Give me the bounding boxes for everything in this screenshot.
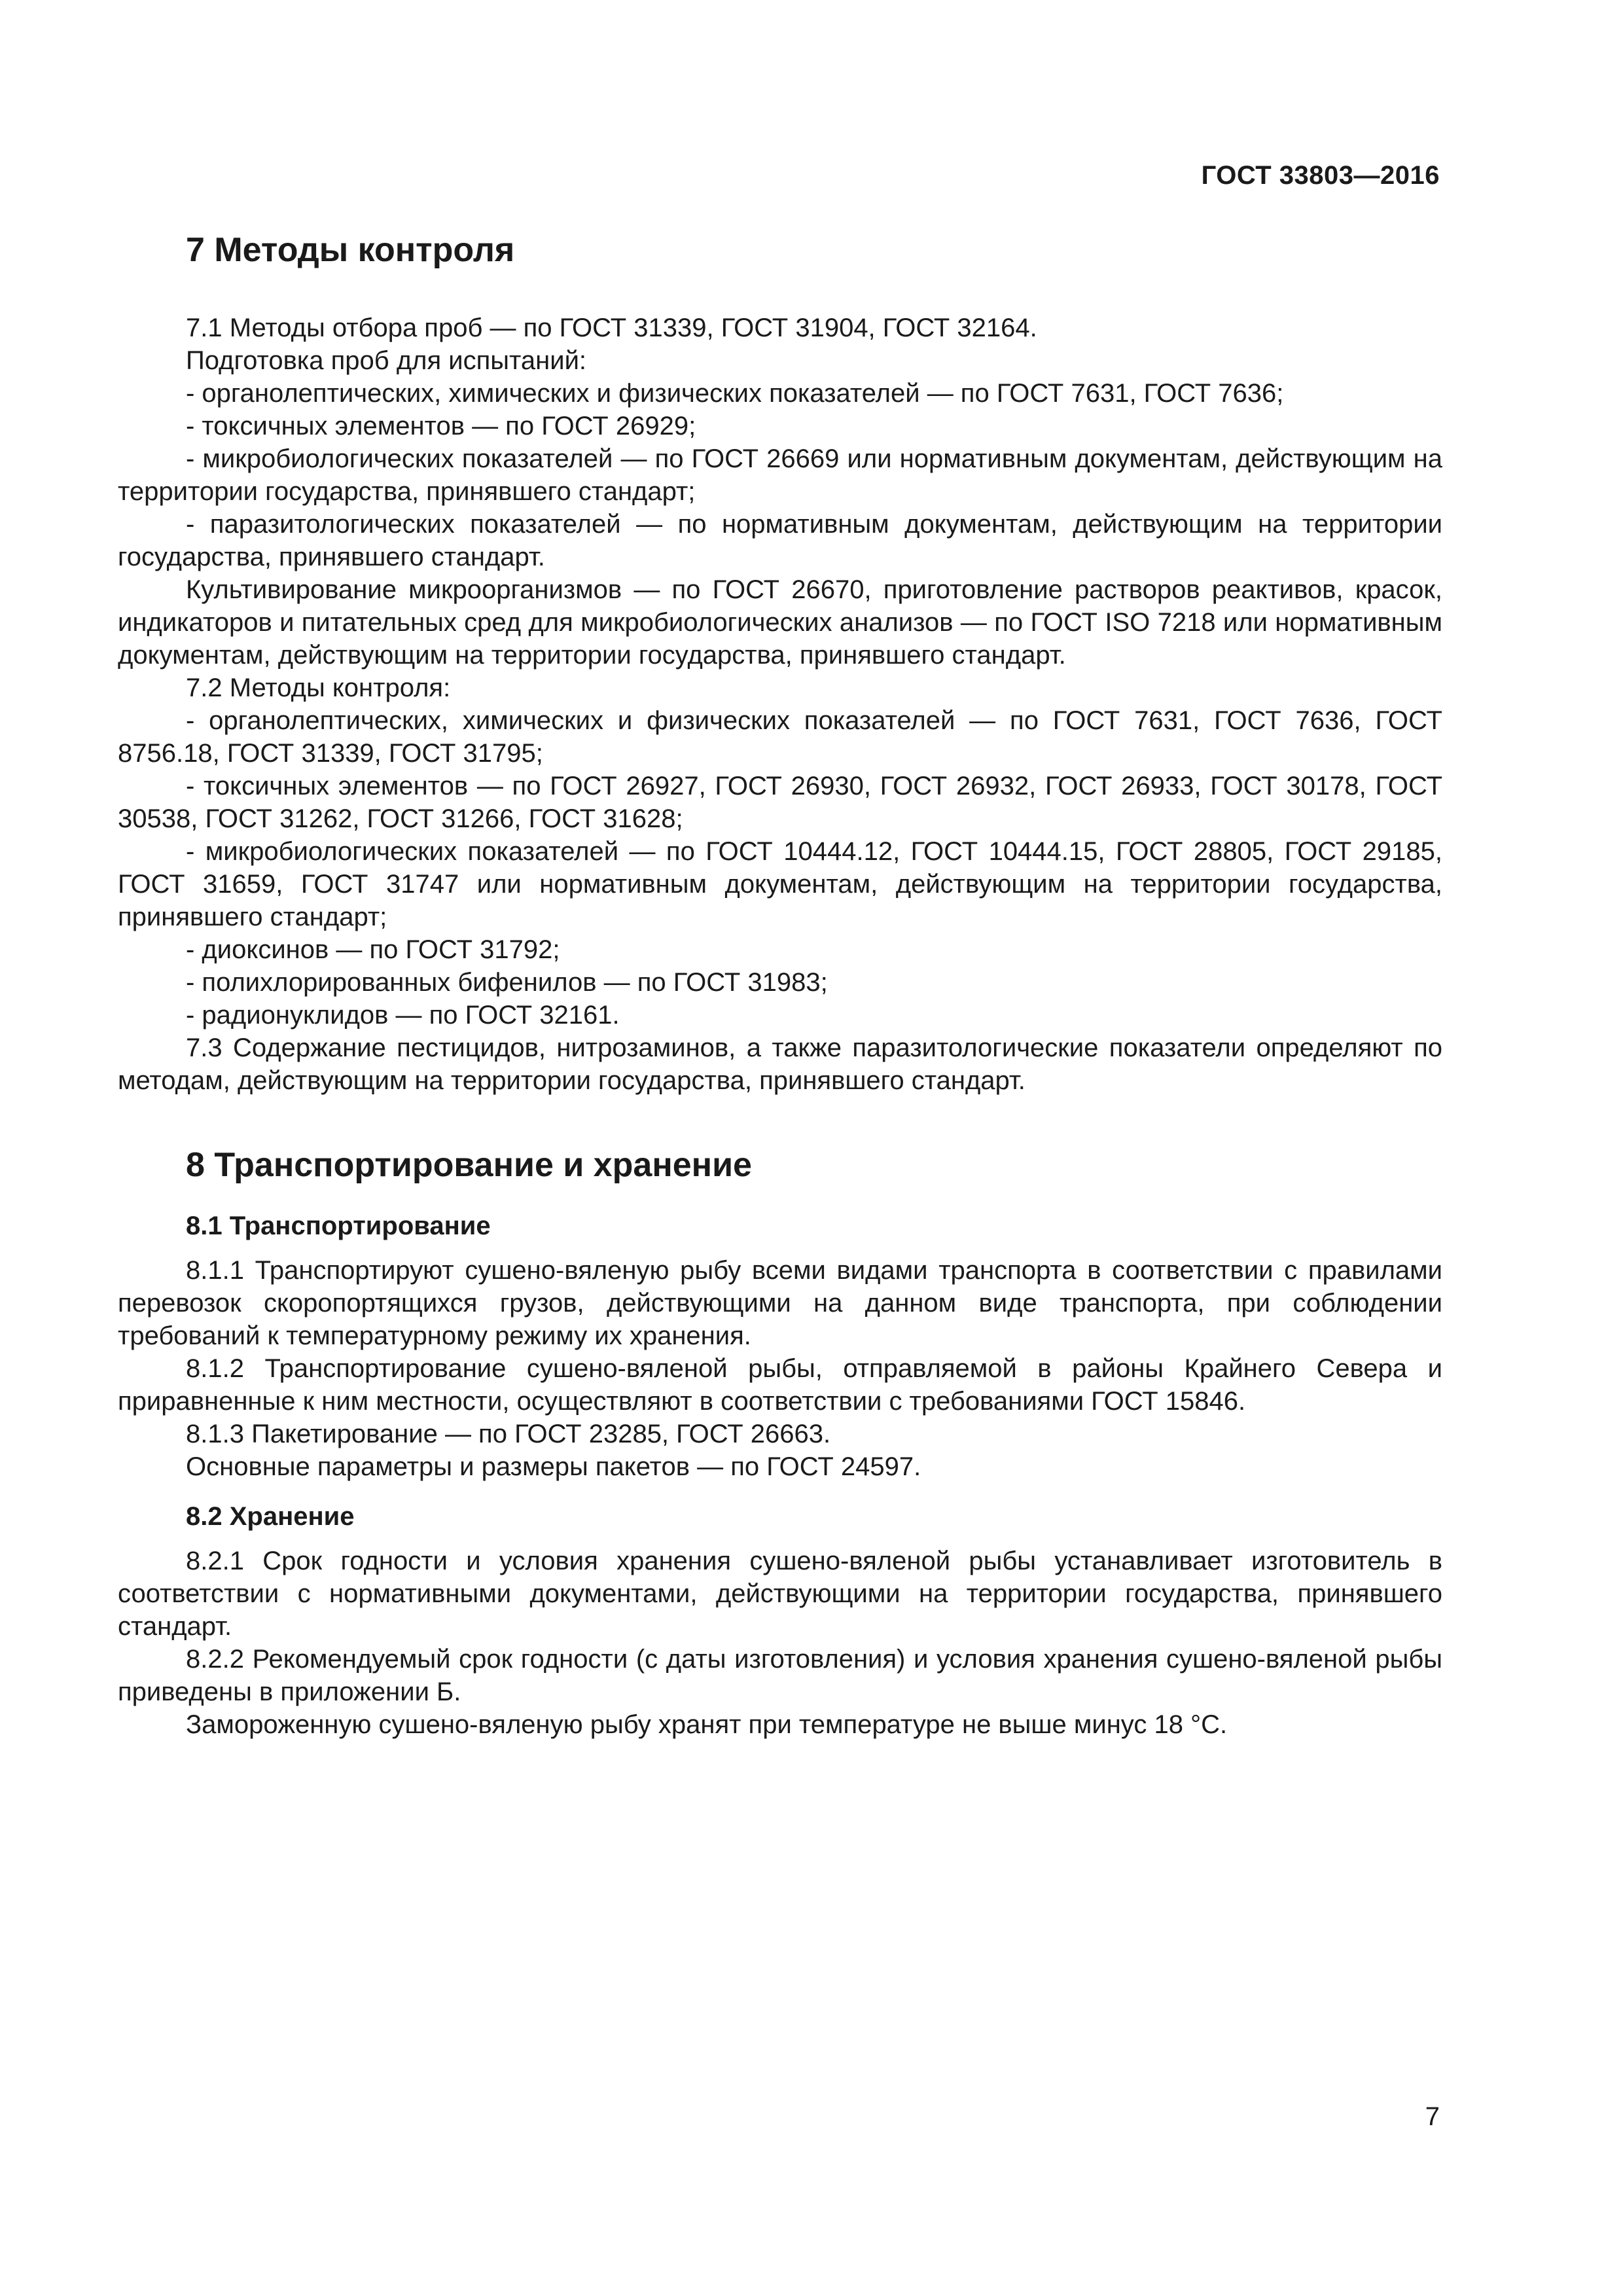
subsection-8-1-body	[118, 1254, 1442, 1483]
subsection-8-1-title: 8.1 Транспортирование	[186, 1211, 491, 1240]
list-item: - полихлорированных бифенилов — по ГОСТ 31983;	[186, 968, 828, 997]
list-item: - микробиологических показателей — по ГОСТ 26669 или нормативным документам, действующим на территории государства, принявшего стандарт;	[118, 444, 1442, 506]
section-7-title: 7 Методы контроля	[186, 231, 515, 269]
list-item: - микробиологических показателей — по ГОСТ 10444.12, ГОСТ 10444.15, ГОСТ 28805, ГОСТ 29185, ГОСТ 31659, ГОСТ 31747 или нормативным документам, действующим на территории государства, принявшего стандарт;	[118, 837, 1442, 931]
section-8-title: 8 Транспортирование и хранение	[186, 1146, 752, 1184]
section-7-body	[118, 312, 1442, 1097]
page-content	[118, 229, 1442, 1741]
page-number: 7	[1425, 2102, 1440, 2131]
paragraph: Подготовка проб для испытаний:	[186, 346, 587, 375]
list-item: - радионуклидов — по ГОСТ 32161.	[186, 1001, 620, 1030]
paragraph: 8.1.2 Транспортирование сушено-вяленой рыбы, отправляемой в районы Крайнего Севера и приравненные к ним местности, осуществляют в соответствии с требованиями ГОСТ 15846.	[118, 1354, 1442, 1416]
paragraph: 8.1.3 Пакетирование — по ГОСТ 23285, ГОСТ 26663.	[186, 1420, 831, 1448]
list-item: - диоксинов — по ГОСТ 31792;	[186, 935, 560, 964]
paragraph: 8.2.2 Рекомендуемый срок годности (с даты изготовления) и условия хранения сушено-вяленой рыбы приведены в приложении Б.	[118, 1645, 1442, 1706]
paragraph: Культивирование микроорганизмов — по ГОСТ 26670, приготовление растворов реактивов, красок, индикаторов и питательных сред для микробиологических анализов — по ГОСТ ISO 7218 или нормативным документам, действующим на территории государства, принявшего стандарт.	[118, 575, 1443, 670]
list-item: - органолептических, химических и физических показателей — по ГОСТ 7631, ГОСТ 7636, ГОСТ 8756.18, ГОСТ 31339, ГОСТ 31795;	[118, 706, 1442, 768]
paragraph: 7.1 Методы отбора проб — по ГОСТ 31339, ГОСТ 31904, ГОСТ 32164.	[186, 314, 1037, 342]
paragraph: 7.2 Методы контроля:	[186, 673, 451, 702]
paragraph: 7.3 Содержание пестицидов, нитрозаминов, а также паразитологические показатели определяют по методам, действующим на территории государства, принявшего стандарт.	[118, 1033, 1442, 1095]
list-item: - токсичных элементов — по ГОСТ 26929;	[186, 412, 696, 440]
list-item: - органолептических, химических и физических показателей — по ГОСТ 7631, ГОСТ 7636;	[186, 379, 1284, 408]
paragraph: 8.1.1 Транспортируют сушено-вяленую рыбу всеми видами транспорта в соответствии с правилами перевозок скоропортящихся грузов, действующими на данном виде транспорта, при соблюдении требований к температурному режиму их хранения.	[118, 1256, 1442, 1350]
paragraph: 8.2.1 Срок годности и условия хранения сушено-вяленой рыбы устанавливает изготовитель в соответствии с нормативными документами, действующими на территории государства, принявшего стандарт.	[118, 1547, 1442, 1641]
document-code: ГОСТ 33803—2016	[1201, 161, 1440, 190]
paragraph: Замороженную сушено-вяленую рыбу хранят при температуре не выше минус 18 °С.	[186, 1710, 1228, 1739]
list-item: - токсичных элементов — по ГОСТ 26927, ГОСТ 26930, ГОСТ 26932, ГОСТ 26933, ГОСТ 30178, ГОСТ 30538, ГОСТ 31262, ГОСТ 31266, ГОСТ 31628;	[118, 772, 1442, 833]
list-item: - паразитологических показателей — по нормативным документам, действующим на территории государства, принявшего стандарт.	[118, 510, 1442, 571]
subsection-8-2-title: 8.2 Хранение	[186, 1502, 355, 1531]
subsection-8-2-body	[118, 1545, 1442, 1741]
paragraph: Основные параметры и размеры пакетов — по ГОСТ 24597.	[186, 1452, 921, 1481]
section-spacer	[118, 1097, 1442, 1144]
